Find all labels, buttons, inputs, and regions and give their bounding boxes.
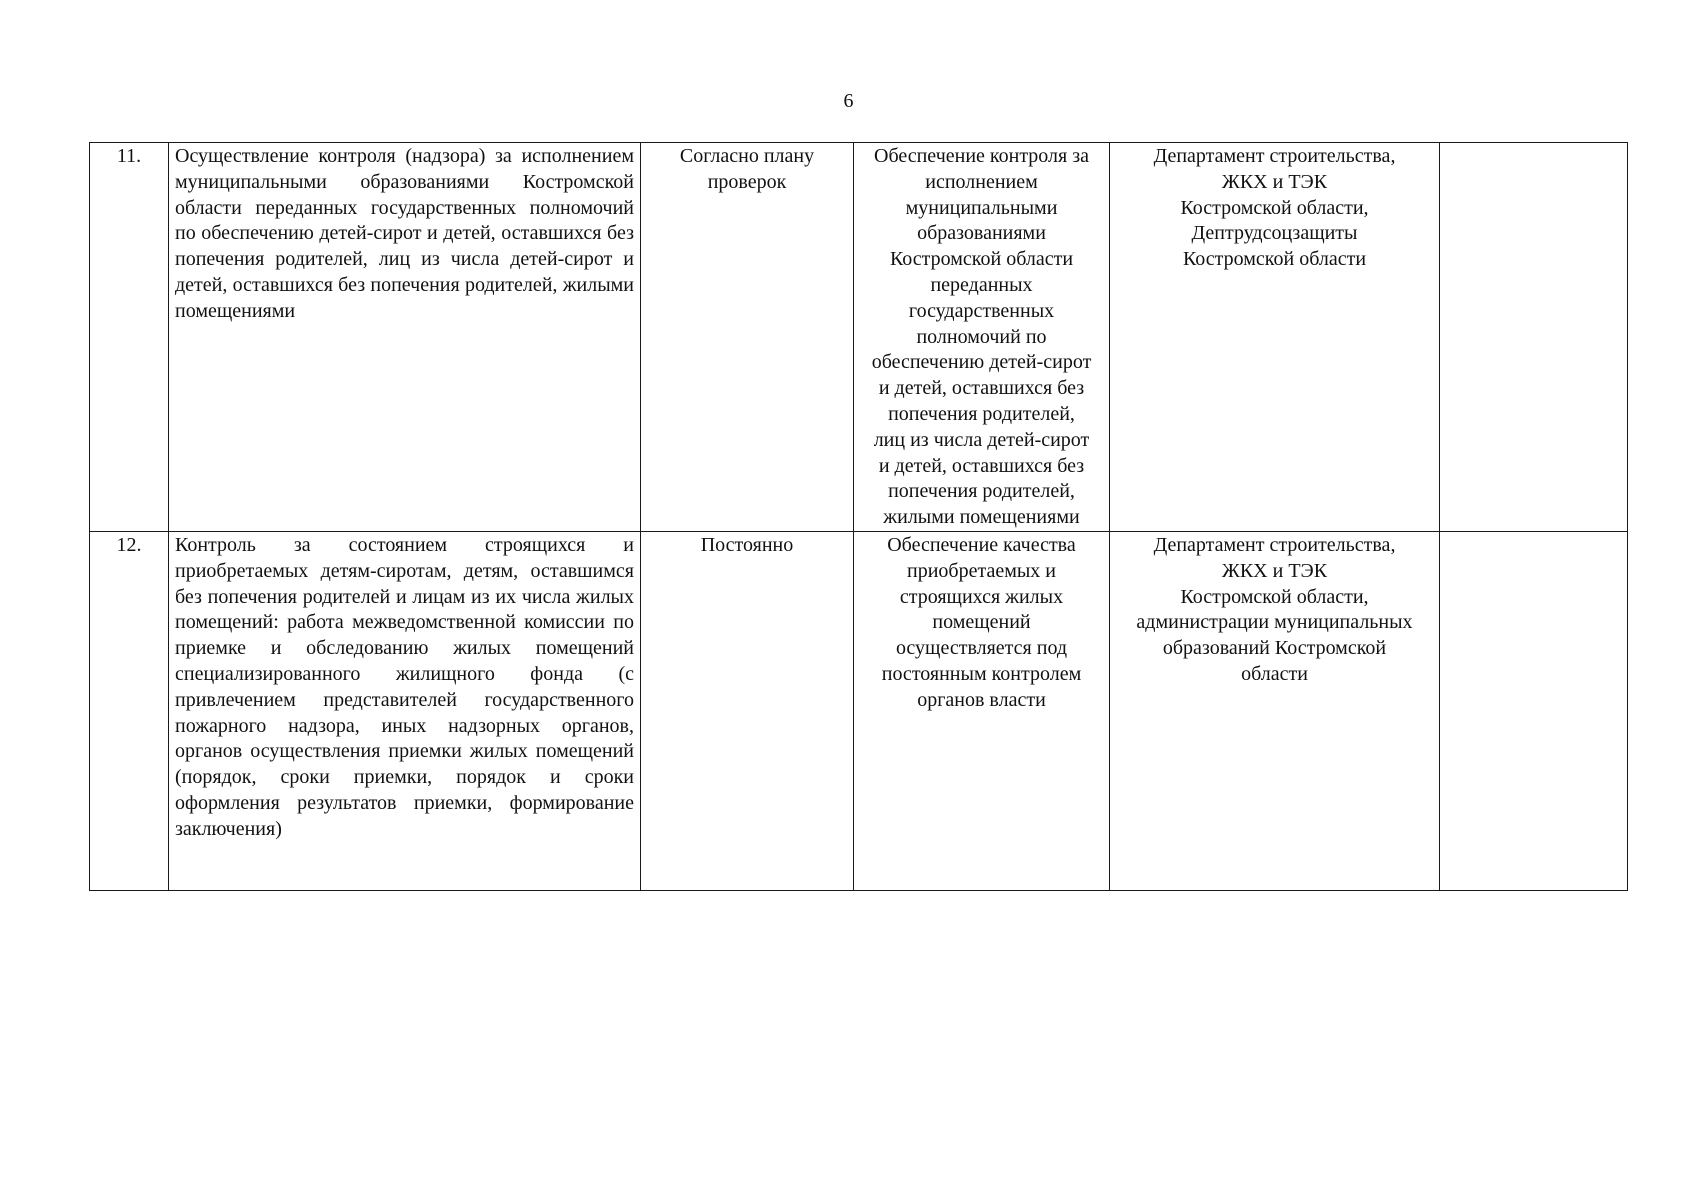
result-line: муниципальными [905,196,1058,219]
responsible-line: Департамент строительства, [1153,533,1396,556]
result-line: Обеспечение качества [887,533,1076,556]
row-number: 11. [90,143,169,532]
page-number: 6 [843,90,854,112]
result-line: помещений [932,611,1031,634]
responsible-line: ЖКХ и ТЭК [1221,170,1328,193]
responsible-line: области [1241,662,1308,685]
result-line: и детей, оставшихся без [878,454,1085,477]
responsible-line: образований Костромской [1162,637,1387,660]
result-line: обеспечению детей-сирот [871,351,1092,374]
activity-cell: Контроль за состоянием строящихся и приобретаемых детям-сиротам, детям, оставшимся без попечения родителей и лицам из их числа жилых помещений: работа межведомственной комиссии по приемке и обследованию жилых помещений специализированного жилищного фонда (с привлечением представителей государственного пожарного надзора, иных надзорных органов, органов осуществления приемки жилых помещений (порядок, сроки приемки, порядок и сроки оформления результатов приемки, формирование заключения) [169,531,641,890]
term-line: Согласно плану [679,145,815,167]
result-line: и детей, оставшихся без [878,377,1085,400]
responsible-line: Костромской области [1182,248,1367,271]
term-cell [641,143,854,532]
result-line: переданных [930,273,1033,296]
table-row [90,143,1628,532]
result-line: постоянным контролем [881,662,1082,685]
responsible-line: Дептрудсоцзащиты [1191,222,1358,245]
result-line: попечения родителей, [888,480,1075,503]
responsible-line: Костромской области, [1180,585,1369,608]
note-cell [1440,531,1628,890]
result-line: органов власти [917,688,1046,711]
responsible-line: ЖКХ и ТЭК [1221,559,1328,582]
result-line: Обеспечение контроля за [874,145,1089,167]
term-cell [641,531,854,890]
term-line: проверок [707,170,787,193]
result-line: приобретаемых и [907,559,1056,582]
result-line: строящихся жилых [899,585,1064,608]
result-line: Костромской области [889,248,1074,271]
responsible-line: Департамент строительства, [1153,145,1396,167]
note-cell [1440,143,1628,532]
result-line: жилыми помещениями [883,506,1080,529]
result-cell [854,143,1110,532]
result-line: государственных [908,299,1055,322]
result-line: образованиями [917,222,1046,245]
responsible-line: администрации муниципальных [1136,611,1413,634]
row-number: 12. [90,531,169,890]
table-row [90,531,1628,890]
result-line: попечения родителей, [888,402,1075,425]
result-line: полномочий по [916,325,1047,348]
plan-table [89,142,1628,891]
result-line: исполнением [925,170,1038,193]
result-line: лиц из числа детей-сирот [873,428,1090,451]
result-cell [854,531,1110,890]
result-line: осуществляется под [895,637,1068,660]
activity-cell: Осуществление контроля (надзора) за исполнением муниципальными образованиями Костромской области переданных государственных полномочий по обеспечению детей-сирот и детей, оставшихся без попечения родителей, лиц из числа детей-сирот и детей, оставшихся без попечения родителей, жилыми помещениями [169,143,641,532]
responsible-line: Костромской области, [1180,196,1369,219]
responsible-cell [1110,531,1440,890]
responsible-cell [1110,143,1440,532]
term-line: Постоянно [700,533,794,556]
